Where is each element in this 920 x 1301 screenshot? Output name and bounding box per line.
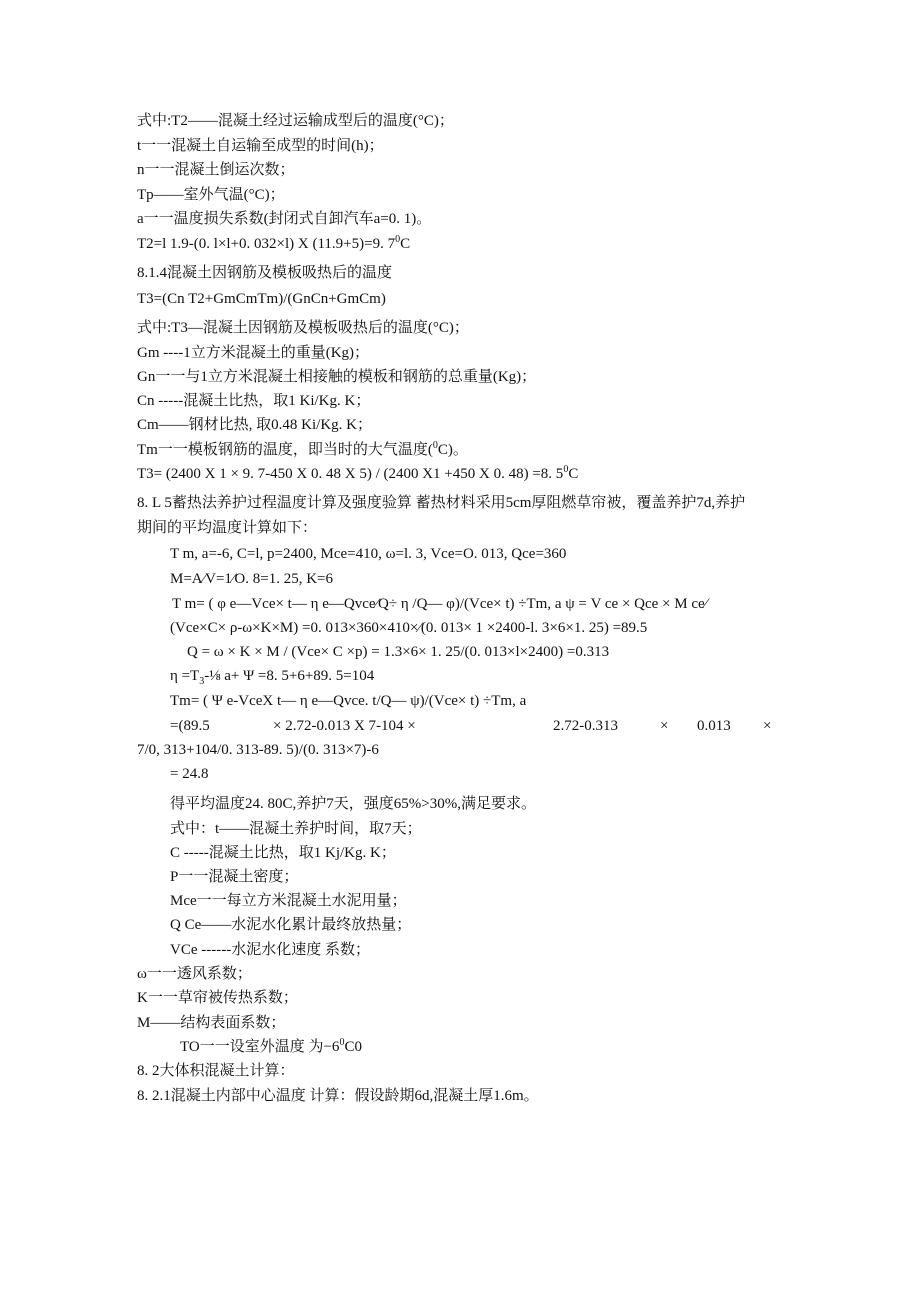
subscript: 3 [199,676,205,687]
formula-cell: 2.72-0.313 [553,718,618,734]
section-heading: 8. L 5蓄热法养护过程温度计算及强度验算 蓄热材料采用5cm厚阻燃草帘被，覆盖养护7d,养护 [137,495,746,511]
superscript: 0 [395,234,401,245]
text: TO一一设室外温度 为−6 [180,1039,340,1055]
text-line: Mce一一每立方米混凝土水泥用量； [170,893,407,909]
section-heading: 8. 2.1混凝土内部中心温度 计算：假设龄期6d,混凝土厚1.6m。 [137,1088,539,1104]
formula-line: (Vce×C× ρ-ω×K×M) =0. 013×360×410×⁄(0. 013× 1 ×2400-l. 3×6×1. 25) =89.5 [170,620,648,636]
text-line: 式中:T2——混凝土经过运输成型后的温度(°C)； [137,113,454,129]
text-line: Cn -----混凝土比热，取1 Ki/Kg. K； [137,393,371,409]
text: C)。 [437,442,468,458]
formula-unit: C [400,236,411,252]
text-line: P一一混凝土密度； [170,869,299,885]
formula-line: M=A⁄V=1⁄O. 8=1. 25, K=6 [170,571,334,587]
text-line: ω一一透风系数； [137,966,252,982]
formula-line: T m= ( φ e—Vce× t— η e—Qvce⁄Q÷ η /Q— φ)/(Vce× t) ÷Tm, a ψ = V ce × Qce × M ce⁄ [172,596,708,612]
text: C0 [344,1039,362,1055]
formula-line: T m, a=-6, C=l, p=2400, Mce=410, ω=l. 3, Vce=O. 013, Qce=360 [170,546,567,562]
formula-line: Q = ω × K × M / (Vce× C ×p) = 1.3×6× 1. 25/(0. 013×l×2400) =0.313 [187,644,610,660]
formula-cell: × 2.72-0.013 X 7-104 × [273,718,416,734]
formula-text: T3= (2400 X 1 × 9. 7-450 X 0. 48 X 5) / (2400 X1 +450 X 0. 48) =8. 5 [137,466,564,482]
text-line: 式中:T3—混凝土因钢筋及模板吸热后的温度(°C)； [137,320,469,336]
formula-cell: =(89.5 [170,718,210,734]
superscript: 0 [563,464,569,475]
text-line: K一一草帘被传热系数； [137,990,298,1006]
formula-line: 7/0, 313+104/0. 313-89. 5)/(0. 313×7)-6 [137,742,379,758]
text-line: Cm——钢材比热, 取0.48 Ki/Kg. K； [137,417,373,433]
formula-cell: × [660,718,669,734]
text-line: a一一温度损失系数(封闭式自卸汽车a=0. 1)。 [137,211,432,227]
superscript: 0 [432,440,438,451]
text-line: Q Ce——水泥水化累计最终放热量； [170,917,412,933]
text-line [180,1038,362,1056]
formula-line [137,465,578,483]
formula-text: -⅛ a+ Ψ =8. 5+6+89. 5=104 [204,668,375,684]
text-line: Gm ----1立方米混凝土的重量(Kg)； [137,345,370,361]
formula-line: Tm= ( Ψ e-VceX t— η e—Qvce. t/Q— ψ)/(Vce× t) ÷Tm, a [170,693,527,709]
text-line: VCe ------水泥水化速度 系数； [170,942,370,958]
section-heading: 8.1.4混凝土因钢筋及模板吸热后的温度 [137,265,393,281]
formula-line [170,667,374,685]
text-line: t一一混凝土自运输至成型的时间(h)； [137,138,384,154]
text-line: 期间的平均温度计算如下： [137,520,318,536]
text-line: n一一混凝土倒运次数； [137,162,295,178]
formula-line: T3=(Cn T2+GmCmTm)/(GnCn+GmCm) [137,291,386,307]
text: Tm一一模板钢筋的温度，即当时的大气温度( [137,442,433,458]
text-line [137,441,468,459]
text-line: C -----混凝土比热，取1 Kj/Kg. K； [170,845,396,861]
formula-text: T2=l 1.9-(0. l×l+0. 032×l) X (11.9+5)=9. 7 [137,236,396,252]
text-line: Tp——室外气温(°C)； [137,187,285,203]
text-line: 得平均温度24. 80C,养护7天，强度65%>30%,满足要求。 [170,796,536,812]
text-line: M——结构表面系数； [137,1015,286,1031]
formula-unit: C [568,466,579,482]
formula-line: = 24.8 [170,766,209,782]
formula-text: η =T [170,668,200,684]
formula-line [137,235,410,253]
text-line: Gn一一与1立方米混凝土相接触的模板和钢筋的总重量(Kg)； [137,369,537,385]
superscript: 0 [339,1037,345,1048]
text-line: 式中：t——混凝土养护时间，取7天； [170,821,422,837]
section-heading: 8. 2大体积混凝土计算： [137,1063,295,1079]
formula-cell: 0.013 [697,718,731,734]
formula-cell: × [763,718,772,734]
